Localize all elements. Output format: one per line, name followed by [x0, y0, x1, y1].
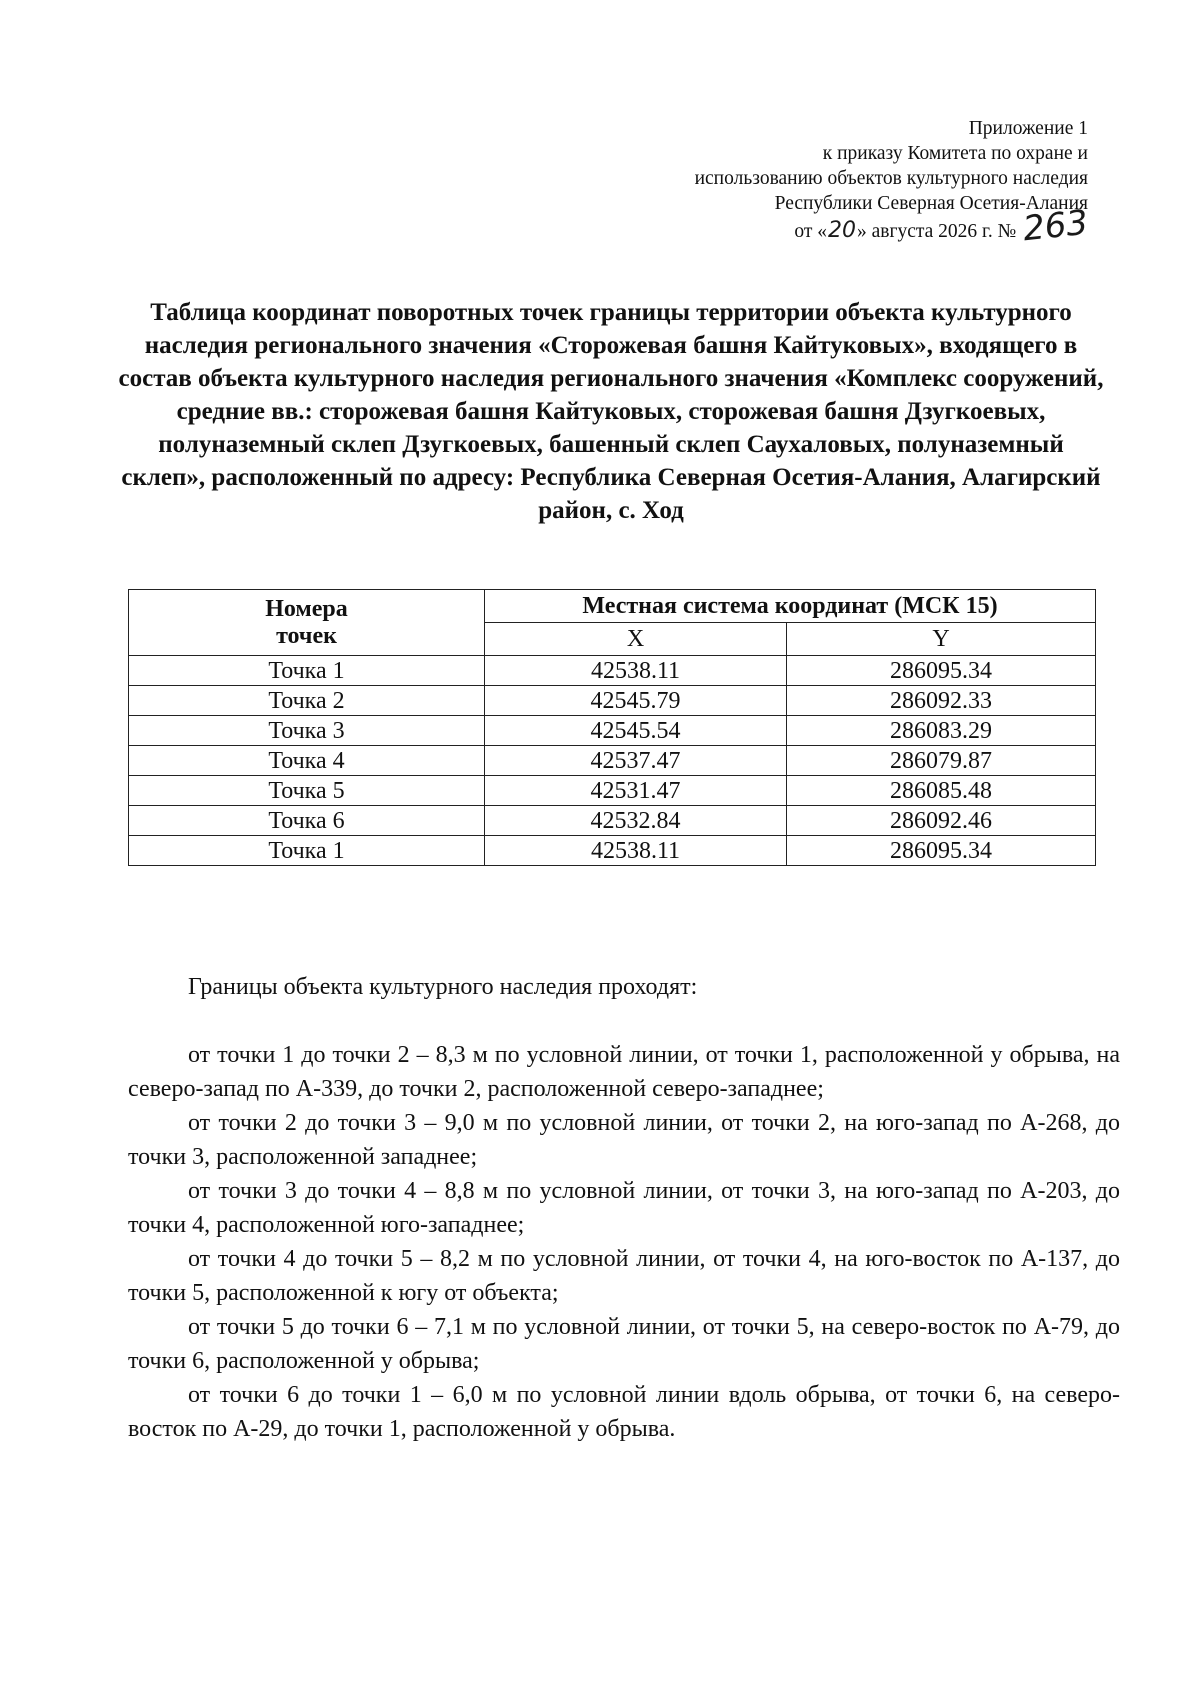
boundary-segment: от точки 3 до точки 4 – 8,8 м по условной линии, от точки 3, на юго-запад по А-203, до точки 4, расположенной юго-западнее;	[128, 1178, 1120, 1238]
boundary-segment: от точки 5 до точки 6 – 7,1 м по условной линии, от точки 5, на северо-восток по А-79, до точки 6, расположенной у обрыва;	[128, 1314, 1120, 1374]
boundary-segment: от точки 2 до точки 3 – 9,0 м по условной линии, от точки 2, на юго-запад по А-268, до точки 3, расположенной западнее;	[128, 1110, 1120, 1170]
document-title: Таблица координат поворотных точек границы территории объекта культурного наследия регионального значения «Сторожевая башня Кайтуковых», входящего в состав объекта культурного наследия регионального значения «Комплекс сооружений, средние вв.: сторожевая башня Кайтуковых, сторожевая башня Дзугкоевых, полуназемный склеп Дзугкоевых, башенный склеп Саухаловых, полуназемный склеп», расположенный по адресу: Республика Северная Осетия-Алания, Алагирский район, с. Ход	[118, 299, 1104, 524]
table-row	[129, 716, 1096, 746]
y-value: 286095.34	[787, 656, 1096, 686]
y-value: 286079.87	[787, 746, 1096, 776]
appendix-label: Приложение 1	[968, 118, 1088, 139]
x-value: 42538.11	[485, 656, 787, 686]
points-column-header	[129, 590, 485, 656]
y-value: 286092.46	[787, 806, 1096, 836]
table-row	[129, 806, 1096, 836]
points-header-line2: точек	[276, 622, 337, 649]
y-value: 286092.33	[787, 686, 1096, 716]
boundary-segment: от точки 4 до точки 5 – 8,2 м по условной линии, от точки 4, на юго-восток по А-137, до точки 5, расположенной к югу от объекта;	[128, 1246, 1120, 1306]
boundary-intro: Границы объекта культурного наследия проходят:	[188, 974, 698, 1000]
table-row	[129, 656, 1096, 686]
boundary-description	[128, 970, 1120, 1446]
coordinate-system-header: Местная система координат (МСК 15)	[485, 590, 1096, 623]
x-column-header: X	[485, 623, 787, 656]
coordinates-table	[128, 589, 1096, 866]
x-value: 42538.11	[485, 836, 787, 866]
point-name: Точка 2	[129, 686, 485, 716]
handwritten-order-number: 263	[1021, 202, 1090, 250]
y-column-header: Y	[787, 623, 1096, 656]
committee-name: использованию объектов культурного наследия	[694, 168, 1088, 189]
x-value: 42545.54	[485, 716, 787, 746]
date-prefix: от «	[794, 221, 827, 242]
handwritten-day: 20	[828, 218, 856, 243]
date-suffix: » августа 2026 г. №	[857, 221, 1017, 242]
x-value: 42537.47	[485, 746, 787, 776]
table-row	[129, 836, 1096, 866]
x-value: 42531.47	[485, 776, 787, 806]
boundary-segment: от точки 1 до точки 2 – 8,3 м по условной линии, от точки 1, расположенной у обрыва, на северо-запад по А-339, до точки 2, расположенной северо-западнее;	[128, 1042, 1120, 1102]
point-name: Точка 4	[129, 746, 485, 776]
point-name: Точка 3	[129, 716, 485, 746]
table-row	[129, 776, 1096, 806]
x-value: 42532.84	[485, 806, 787, 836]
y-value: 286095.34	[787, 836, 1096, 866]
points-header-line1: Номера	[265, 595, 348, 622]
point-name: Точка 5	[129, 776, 485, 806]
order-reference: к приказу Комитета по охране и	[822, 143, 1088, 164]
appendix-header	[694, 116, 1090, 250]
point-name: Точка 1	[129, 656, 485, 686]
table-row	[129, 686, 1096, 716]
y-value: 286083.29	[787, 716, 1096, 746]
table-row	[129, 746, 1096, 776]
x-value: 42545.79	[485, 686, 787, 716]
point-name: Точка 6	[129, 806, 485, 836]
boundary-segment: от точки 6 до точки 1 – 6,0 м по условной линии вдоль обрыва, от точки 6, на северо-восток по А-29, до точки 1, расположенной у обрыва.	[128, 1382, 1120, 1442]
point-name: Точка 1	[129, 836, 485, 866]
y-value: 286085.48	[787, 776, 1096, 806]
republic-name: Республики Северная Осетия-Алания	[774, 193, 1088, 214]
